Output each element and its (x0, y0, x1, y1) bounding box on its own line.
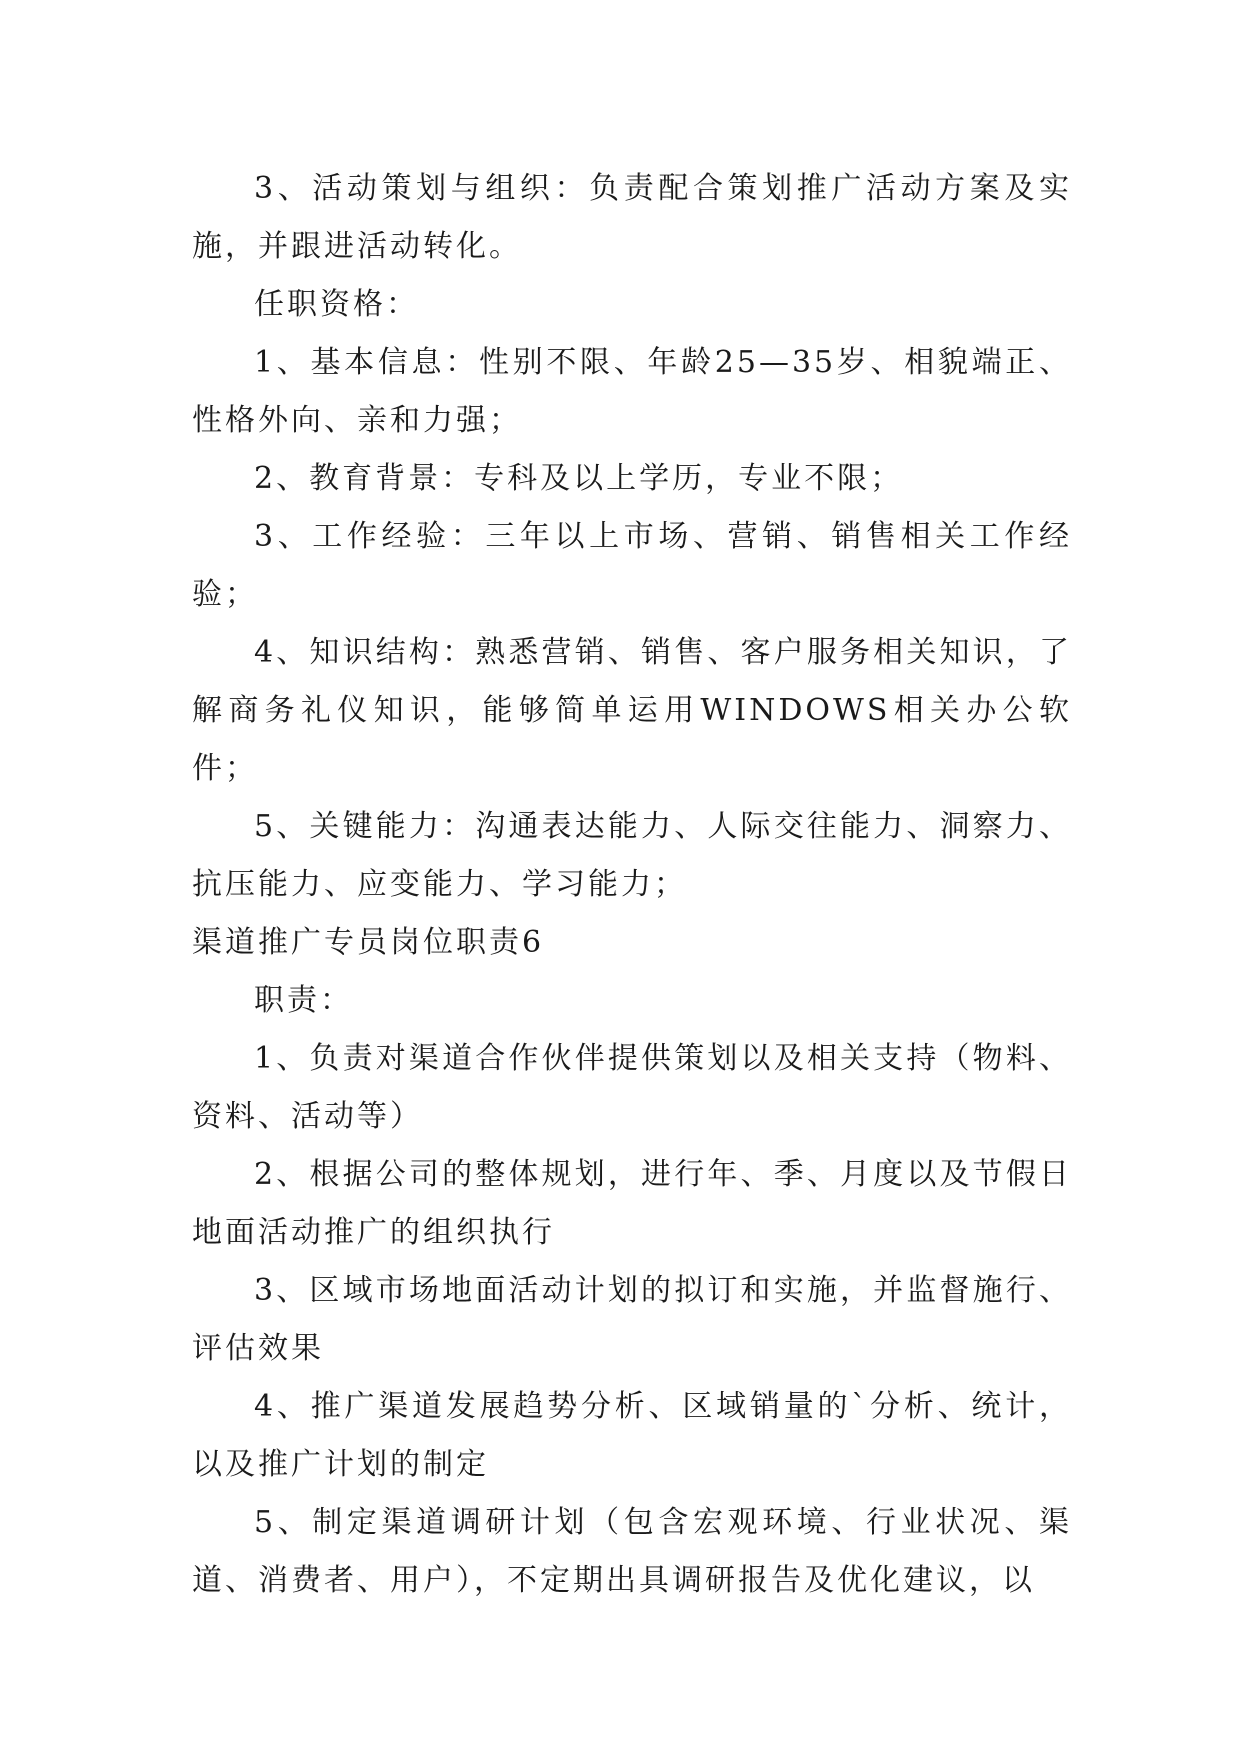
paragraph-duty-4: 4、推广渠道发展趋势分析、区域销量的`分析、统计，以及推广计划的制定 (192, 1389, 1072, 1482)
paragraph-knowledge: 4、知识结构：熟悉营销、销售、客户服务相关知识，了解商务礼仪知识，能够简单运用WINDOWS相关办公软件； (192, 635, 1072, 786)
paragraph-basic-info: 1、基本信息：性别不限、年龄25—35岁、相貌端正、性格外向、亲和力强； (192, 345, 1072, 438)
paragraph-duty-3: 3、区域市场地面活动计划的拟订和实施，并监督施行、评估效果 (192, 1273, 1072, 1366)
paragraph-qualifications-heading: 任职资格： (254, 287, 419, 322)
paragraph-duty-5: 5、制定渠道调研计划（包含宏观环境、行业状况、渠道、消费者、用户），不定期出具调研报告及优化建议，以 (192, 1505, 1072, 1598)
document-body (192, 160, 1072, 1610)
paragraph-education: 2、教育背景：专科及以上学历，专业不限； (254, 461, 904, 496)
paragraph-key-abilities: 5、关键能力：沟通表达能力、人际交往能力、洞察力、抗压能力、应变能力、学习能力； (192, 809, 1072, 902)
paragraph-duties-heading: 职责： (254, 983, 353, 1018)
paragraph-activity-planning: 3、活动策划与组织：负责配合策划推广活动方案及实施，并跟进活动转化。 (192, 171, 1072, 264)
paragraph-duty-2: 2、根据公司的整体规划，进行年、季、月度以及节假日地面活动推广的组织执行 (192, 1157, 1072, 1250)
paragraph-work-experience: 3、工作经验：三年以上市场、营销、销售相关工作经验； (192, 519, 1072, 612)
paragraph-duty-1: 1、负责对渠道合作伙伴提供策划以及相关支持（物料、资料、活动等） (192, 1041, 1072, 1134)
section-title: 渠道推广专员岗位职责6 (192, 925, 545, 960)
